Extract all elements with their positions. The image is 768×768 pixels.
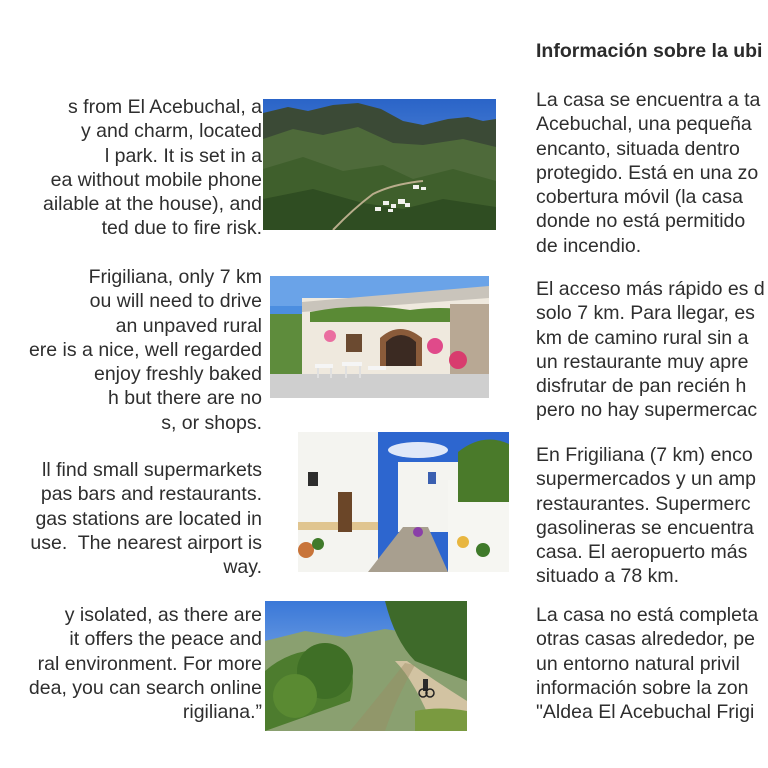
- village-street-photo: [298, 432, 509, 572]
- english-paragraph-access: Frigiliana, only 7 km ou will need to drive an unpaved rural ere is a nice, well regarded enjoy freshly baked h but there are no s, or shops.: [28, 266, 262, 434]
- restaurant-terrace-photo: [270, 276, 489, 398]
- spanish-paragraph-access: El acceso más rápido es d solo 7 km. Para llegar, es km de camino rural sin a un restaurante muy apre disfrutar de pan recién h pero no hay supermercac: [536, 278, 765, 422]
- spanish-column: [536, 0, 768, 768]
- spanish-paragraph-services: En Frigiliana (7 km) enco supermercados y un amp restaurantes. Supermerc gasolineras se encuentra casa. El aeropuerto más situado a 78 km.: [536, 444, 757, 588]
- spanish-heading: Información sobre la ubi: [536, 40, 763, 62]
- english-paragraph-services: ll find small supermarkets pas bars and restaurants. gas stations are located in use. The nearest airport is way.: [30, 459, 262, 579]
- mountain-valley-photo: [263, 99, 496, 230]
- english-paragraph-location: s from El Acebuchal, a y and charm, located l park. It is set in a ea without mobile phone ailable at the house), and ted due to fire risk.: [43, 96, 262, 240]
- rural-road-photo: [265, 601, 467, 731]
- spanish-paragraph-isolation: La casa no está completa otras casas alrededor, pe un entorno natural privil información sobre la zon "Aldea El Acebuchal Frigi: [536, 604, 759, 724]
- english-paragraph-isolation: y isolated, as there are it offers the peace and ral environment. For more dea, you can search online rigiliana.”: [28, 604, 262, 724]
- spanish-paragraph-location: La casa se encuentra a ta Acebuchal, una pequeña encanto, situada dentro protegido. Está en una zo cobertura móvil (la casa donde no está permitido de incendio.: [536, 89, 761, 257]
- english-column: [0, 0, 262, 768]
